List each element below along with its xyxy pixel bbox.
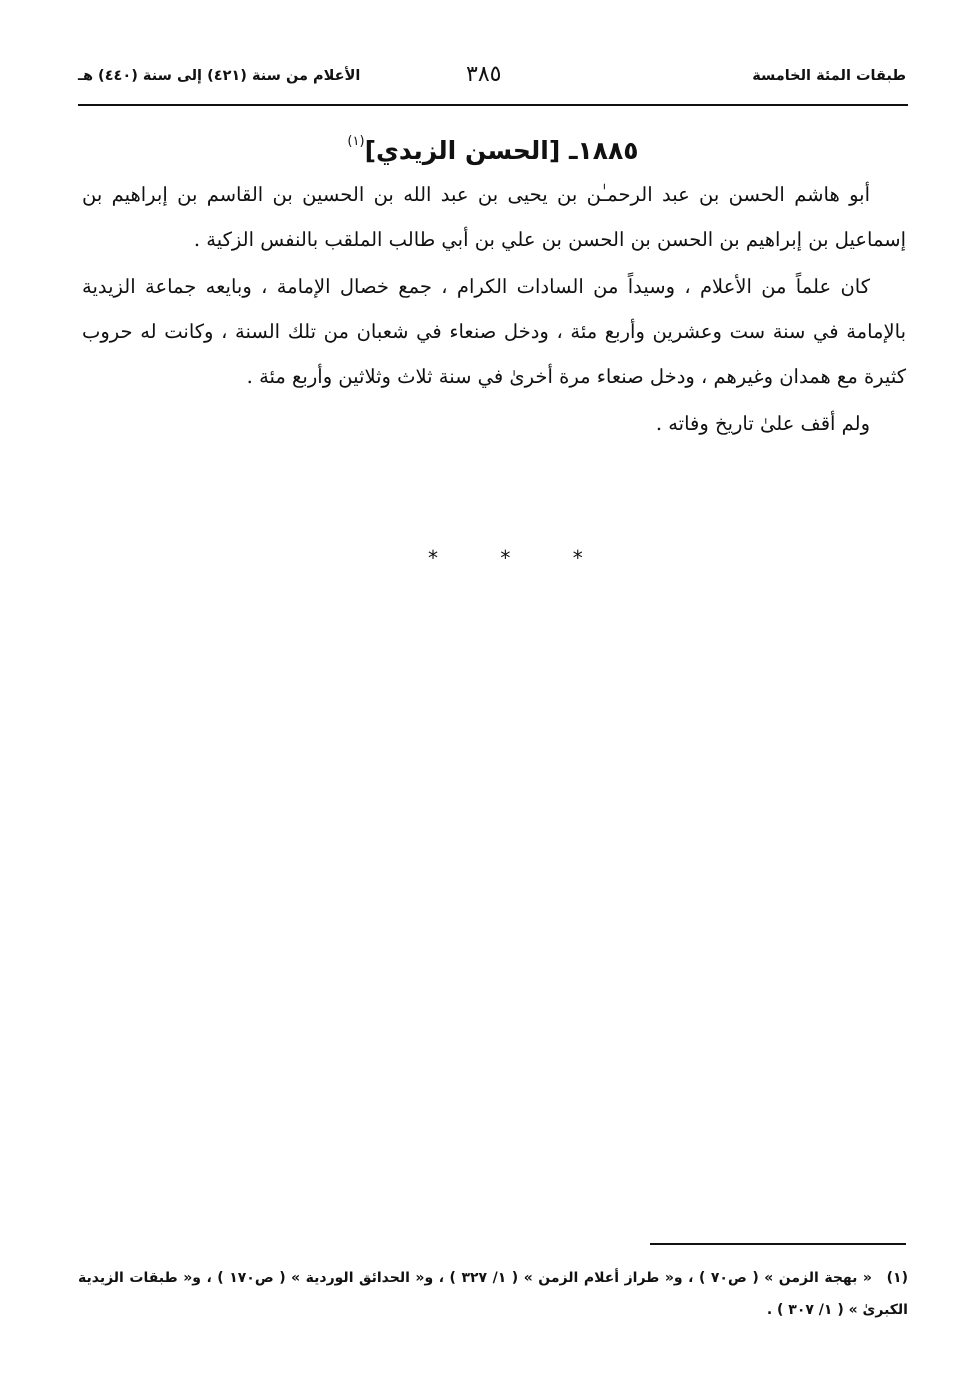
entry-body (82, 172, 906, 448)
footnote (78, 1262, 908, 1326)
running-header (78, 62, 906, 102)
entry-title (78, 122, 908, 171)
paragraph-biography: كان علماً من الأعلام ، وسيداً من السادات الكرام ، جمع خصال الإمامة ، وبايعه جماعة الزيدية بالإمامة في سنة ست وعشرين وأربع مئة ، ودخل صنعاء في شعبان من تلك السنة ، وكانت له حروب كثيرة مع همدان وغيرهم ، ودخل صنعاء مرة أخرىٰ في سنة ثلاث وثلاثين وأربع مئة . (82, 275, 906, 388)
footnote-rule (650, 1243, 906, 1245)
header-rule (78, 104, 908, 106)
footnote-number: (١) (886, 1270, 908, 1286)
section-ornament: * * * (428, 546, 611, 570)
paragraph-death-note: ولم أقف علىٰ تاريخ وفاته . (655, 412, 870, 435)
page-number: ٣٨٥ (466, 62, 502, 87)
footnote-text: « بهجة الزمن » ( ص٧٠ ) ، و« طراز أعلام الزمن » ( ١/ ٣٢٧ ) ، و« الحدائق الوردية » ( ص١٧٠ ) ، و« طبقات الزيدية الكبرىٰ » ( ١/ ٣٠٧ ) . (78, 1270, 908, 1318)
header-year-range: الأعلام من سنة (٤٢١) إلى سنة (٤٤٠) هـ (78, 68, 361, 84)
paragraph-lineage: أبو هاشم الحسن بن عبد الرحمـٰن بن يحيى بن عبد الله بن الحسين بن القاسم بن إبراهيم بن إسماعيل بن إبراهيم بن الحسن بن الحسن بن علي بن أبي طالب الملقب بالنفس الزكية . (82, 183, 906, 251)
footnote-reference: (١) (347, 134, 365, 149)
header-section-title: طبقات المئة الخامسة (752, 68, 906, 84)
entry-title-text: ١٨٨٥ـ [الحسن الزيدي] (364, 136, 639, 165)
